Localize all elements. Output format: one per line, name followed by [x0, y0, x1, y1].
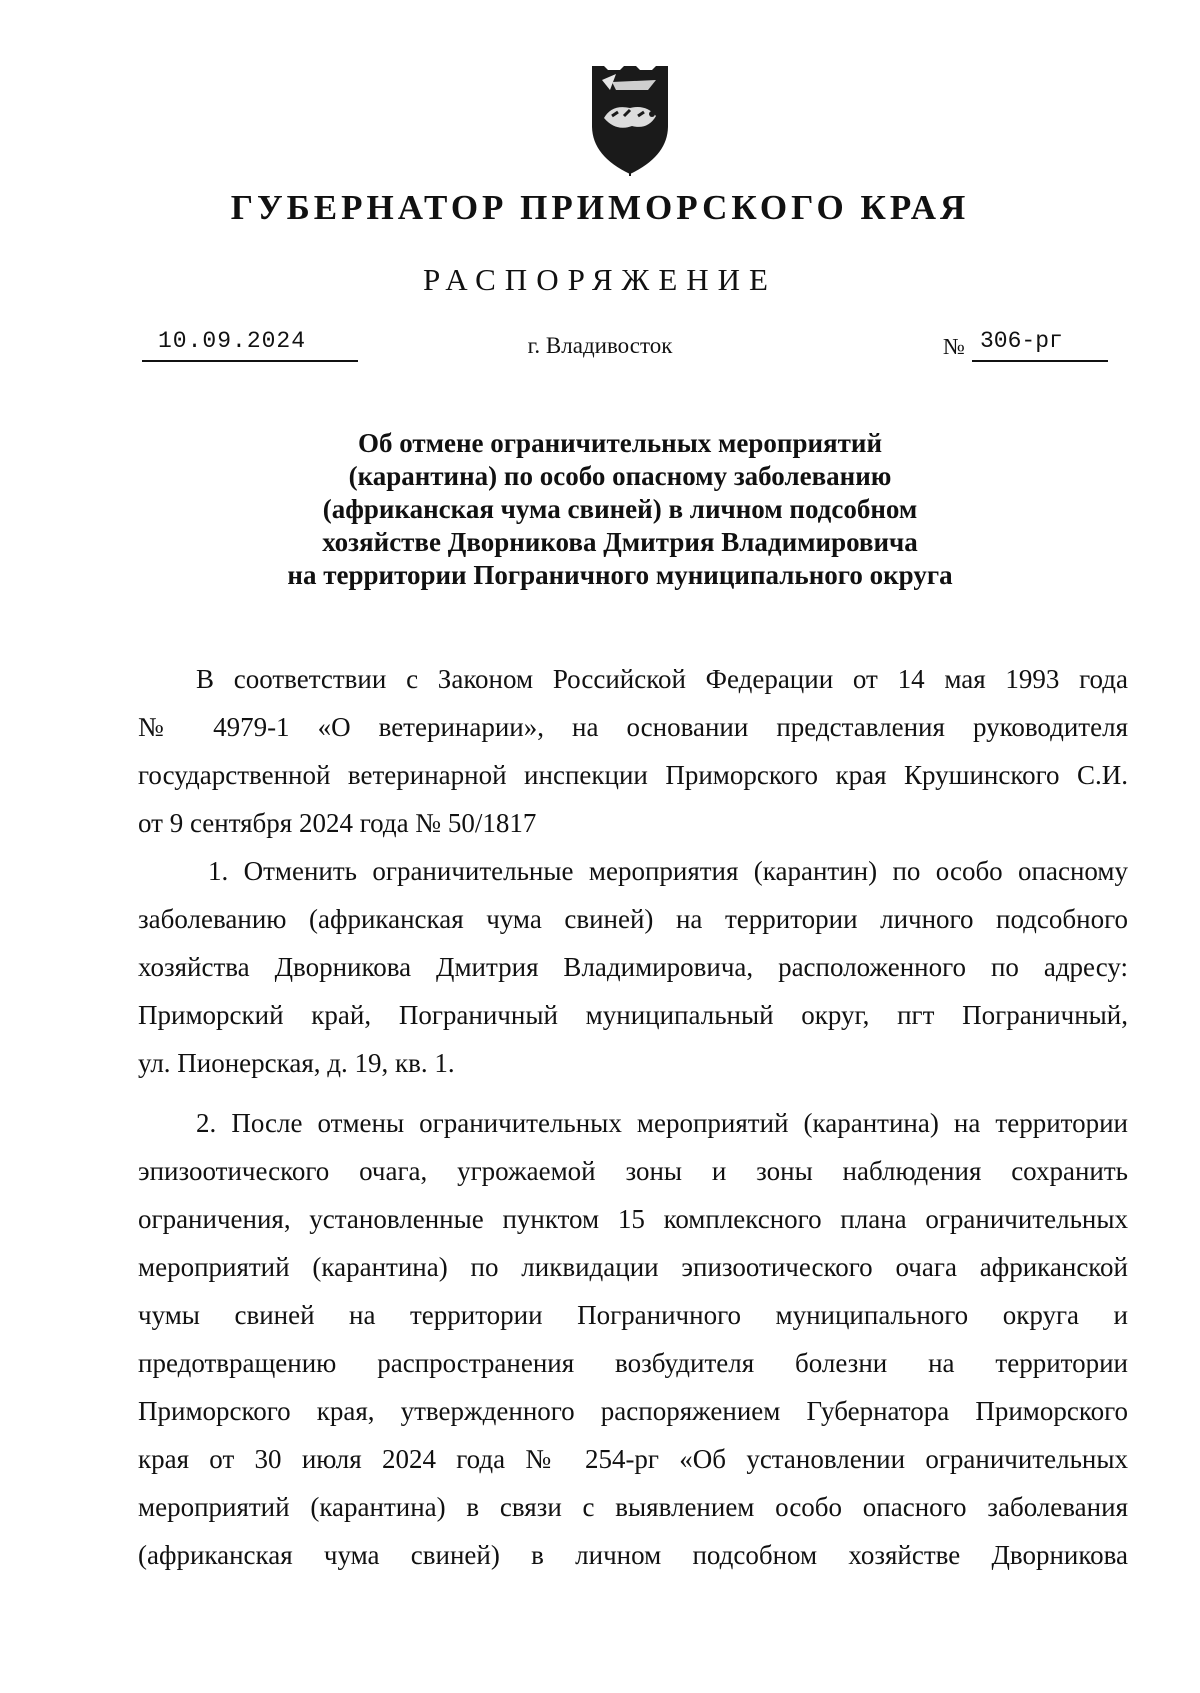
text-line: эпизоотического очага, угрожаемой зоны и зоны наблюдения сохранить: [138, 1156, 1128, 1186]
text-line: В соответствии с Законом Российской Федерации от 14 мая 1993 года: [196, 664, 1128, 694]
document-number: 306-рг: [980, 328, 1063, 354]
issuing-authority: ГУБЕРНАТОР ПРИМОРСКОГО КРАЯ: [230, 188, 970, 227]
number-field: [972, 326, 1108, 362]
text-line: Приморского края, утвержденного распоряжением Губернатора Приморского: [138, 1396, 1128, 1426]
text-line: хозяйства Дворникова Дмитрия Владимировича, расположенного по адресу:: [138, 952, 1128, 982]
text-line: заболеванию (африканская чума свиней) на территории личного подсобного: [138, 904, 1128, 934]
preamble-paragraph: [138, 655, 1128, 847]
text-line: 1. Отменить ограничительные мероприятия (карантин) по особо опасному: [208, 856, 1128, 886]
text-line: (африканская чума свиней) в личном подсобном хозяйстве Дворникова: [138, 1540, 1128, 1570]
text-line: чумы свиней на территории Пограничного муниципального округа и: [138, 1300, 1128, 1330]
issue-city: г. Владивосток: [527, 333, 673, 358]
title-line: (карантина) по особо опасному заболеванию: [348, 461, 892, 491]
text-line: государственной ветеринарной инспекции Приморского края Крушинского С.И.: [138, 760, 1128, 790]
title-line: хозяйстве Дворникова Дмитрия Владимировича: [322, 527, 918, 557]
text-line: мероприятий (карантина) в связи с выявлением особо опасного заболевания: [138, 1492, 1128, 1522]
document-body: [138, 655, 1128, 1579]
document-title: [150, 427, 1090, 592]
title-line: (африканская чума свиней) в личном подсобном: [322, 494, 918, 524]
title-line: на территории Пограничного муниципального округа: [287, 560, 953, 590]
text-line: края от 30 июля 2024 года № 254-рг «Об установлении ограничительных: [138, 1444, 1128, 1474]
document-date: 10.09.2024: [158, 328, 307, 354]
text-line: 2. После отмены ограничительных мероприятий (карантина) на территории: [196, 1108, 1128, 1138]
text-line: от 9 сентября 2024 года № 50/1817: [138, 808, 537, 838]
text-line: предотвращению распространения возбудителя болезни на территории: [138, 1348, 1128, 1378]
text-line: ул. Пионерская, д. 19, кв. 1.: [138, 1048, 455, 1078]
title-line: Об отмене ограничительных мероприятий: [357, 428, 883, 458]
item-1-paragraph: [138, 847, 1128, 1087]
document-type: РАСПОРЯЖЕНИЕ: [423, 262, 777, 297]
coat-of-arms-emblem: [582, 60, 678, 180]
text-line: Приморский край, Пограничный муниципальный округ, пгт Пограничный,: [138, 1000, 1128, 1030]
item-2-paragraph: [138, 1099, 1128, 1579]
text-line: № 4979-1 «О ветеринарии», на основании представления руководителя: [138, 712, 1128, 742]
number-label: №: [943, 334, 965, 359]
text-line: ограничения, установленные пунктом 15 комплексного плана ограничительных: [138, 1204, 1128, 1234]
paragraph-gap: [138, 1087, 1128, 1099]
text-line: мероприятий (карантина) по ликвидации эпизоотического очага африканской: [138, 1252, 1128, 1282]
